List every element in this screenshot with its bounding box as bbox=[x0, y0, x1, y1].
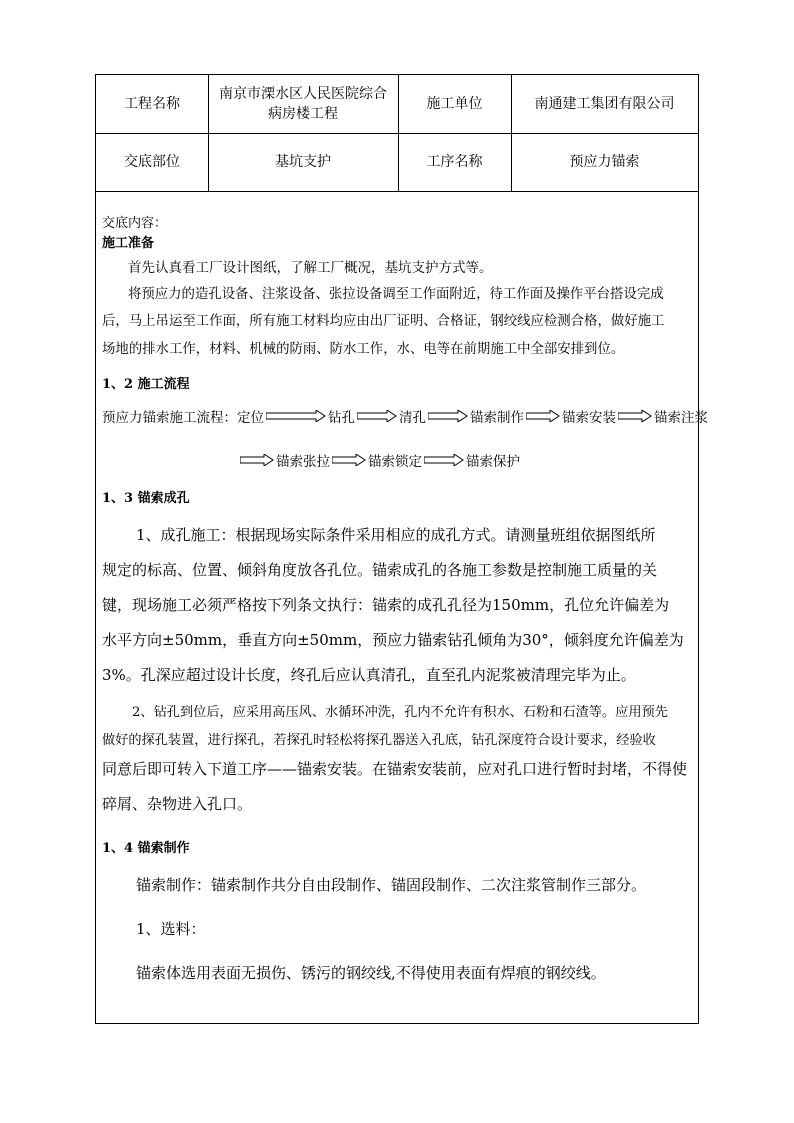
location-value: 基坑支护 bbox=[275, 154, 331, 170]
paragraph-3-line-2: 规定的标高、位置、倾斜角度放各孔位。锚索成孔的各施工参数是控制施工质量的关 bbox=[102, 561, 658, 579]
flow-step: 清孔 bbox=[399, 410, 426, 426]
flow-step: 锚索锁定 bbox=[368, 454, 422, 470]
header-row-2 bbox=[96, 133, 698, 192]
intro-label: 交底内容： bbox=[102, 216, 168, 231]
flow-row-2 bbox=[238, 450, 520, 470]
disclosure-sheet bbox=[95, 74, 708, 1024]
paragraph-4-line-1: 2、钻孔到位后，应采用高压风、水循环冲洗，孔内不允许有积水、石粉和石渣等。应用预先 bbox=[132, 705, 668, 720]
flow-row-1 bbox=[102, 406, 708, 426]
paragraph-2-line-3: 场地的排水工作，材料、机械的防雨、防水工作，水、电等在前期施工中全部安排到位。 bbox=[102, 342, 625, 357]
process-label: 工序名称 bbox=[426, 154, 483, 170]
flow-step: 钻孔 bbox=[328, 410, 355, 426]
location-label: 交底部位 bbox=[124, 154, 180, 170]
arrow-icon bbox=[357, 410, 397, 422]
paragraph-4-line-3: 同意后即可转入下道工序——锚索安装。在锚索安装前，应对孔口进行暂时封堵，不得使 bbox=[102, 760, 688, 778]
project-name-value: 南京市溧水区人民医院综合病房楼工程 bbox=[219, 86, 387, 122]
paragraph-3-line-5: 3%。孔深应超过设计长度，终孔后应认真清孔，直至孔内泥浆被清理完毕为止。 bbox=[102, 666, 636, 684]
header-row-1 bbox=[96, 75, 698, 134]
arrow-icon bbox=[332, 454, 366, 466]
paragraph-7: 锚索体选用表面无损伤、锈污的钢绞线,不得使用表面有焊痕的钢绞线。 bbox=[136, 964, 606, 982]
flow-step: 锚索张拉 bbox=[276, 454, 330, 470]
paragraph-2-line-1: 将预应力的造孔设备、注浆设备、张拉设备调至工作面附近，待工作面及操作平台搭设完成 bbox=[128, 287, 664, 302]
flow-step: 锚索制作 bbox=[470, 410, 524, 426]
construction-unit-label: 施工单位 bbox=[426, 96, 483, 112]
construction-unit-value: 南通建工集团有限公司 bbox=[534, 96, 675, 112]
arrow-icon bbox=[428, 410, 468, 422]
paragraph-3-line-3: 键，现场施工必须严格按下列条文执行：锚索的成孔孔径为150mm，孔位允许偏差为 bbox=[102, 596, 670, 614]
project-name-label: 工程名称 bbox=[124, 96, 180, 112]
section-4-title: 1、4 锚索制作 bbox=[102, 841, 190, 856]
flow-prefix: 预应力锚索施工流程：定位 bbox=[102, 410, 264, 426]
section-1-title: 施工准备 bbox=[102, 236, 155, 251]
arrow-icon bbox=[526, 410, 560, 422]
paragraph-2-line-2: 后，马上吊运至工作面，所有施工材料均应由出厂证明、合格证，钢绞线应检测合格，做好施工 bbox=[102, 314, 665, 329]
paragraph-5: 锚索制作：锚索制作共分自由段制作、锚固段制作、二次注浆管制作三部分。 bbox=[136, 876, 647, 894]
section-3-title: 1、3 锚索成孔 bbox=[102, 491, 190, 506]
section-2-title: 1、2 施工流程 bbox=[102, 377, 190, 392]
paragraph-3-line-4: 水平方向±50mm，垂直方向±50mm，预应力锚索钻孔倾角为30°，倾斜度允许偏差为 bbox=[102, 631, 684, 649]
paragraph-1: 首先认真看工厂设计图纸，了解工厂概况，基坑支护方式等。 bbox=[128, 260, 493, 276]
process-value: 预应力锚索 bbox=[569, 154, 640, 170]
arrow-icon bbox=[618, 410, 652, 422]
flow-step: 锚索注浆 bbox=[654, 410, 708, 426]
arrow-icon bbox=[266, 410, 326, 422]
paragraph-4-line-2: 做好的探孔装置，进行探孔，若探孔时轻松将探孔器送入孔底，钻孔深度符合设计要求，经验收 bbox=[102, 733, 656, 748]
flow-step: 锚索安装 bbox=[562, 410, 616, 426]
flow-step: 锚索保护 bbox=[466, 454, 520, 470]
paragraph-6: 1、选料： bbox=[136, 920, 206, 938]
arrow-icon bbox=[240, 454, 274, 466]
paragraph-3-line-1: 1、成孔施工：根据现场实际条件采用相应的成孔方式。请测量班组依据图纸所 bbox=[136, 526, 656, 544]
content-area bbox=[96, 192, 708, 1023]
arrow-icon bbox=[424, 454, 464, 466]
paragraph-4-line-4: 碎屑、杂物进入孔口。 bbox=[102, 795, 253, 813]
